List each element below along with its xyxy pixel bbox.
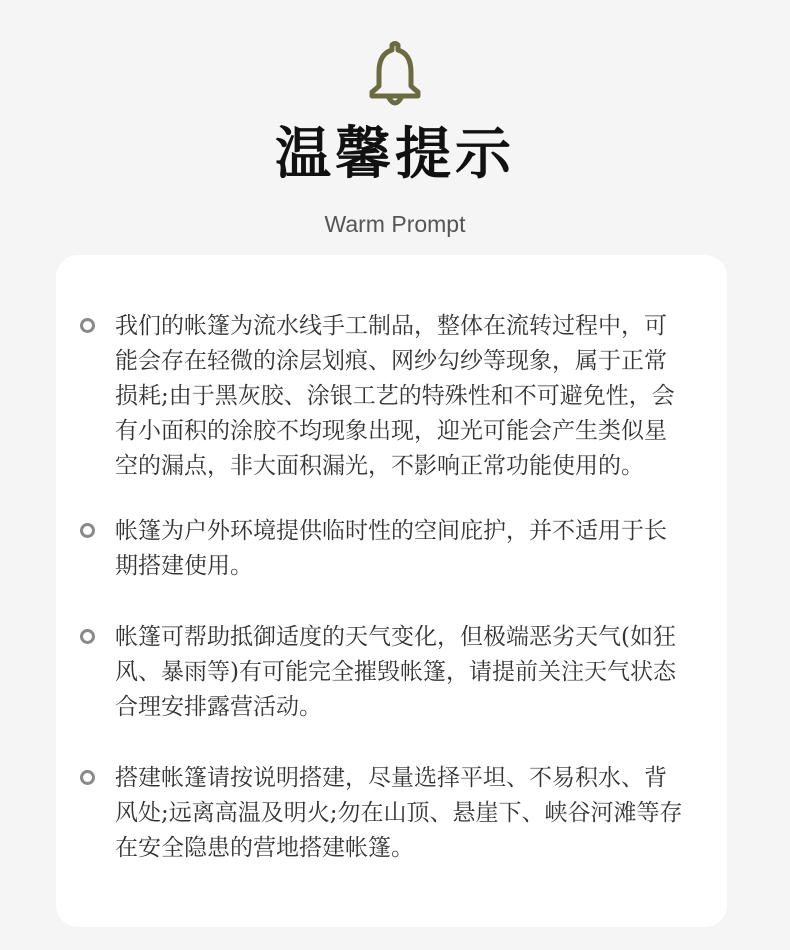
note-text: 帐篷为户外环境提供临时性的空间庇护，并不适用于长 期搭建使用。 — [115, 518, 667, 579]
bullet-circle-icon — [80, 629, 95, 644]
bullet-circle-icon — [80, 318, 95, 333]
notes-card — [56, 255, 727, 927]
bullet-circle-icon — [80, 523, 95, 538]
bullet-circle-icon — [80, 770, 95, 785]
bell-icon — [365, 40, 425, 108]
note-text: 搭建帐篷请按说明搭建，尽量选择平坦、不易积水、背 风处;远离高温及明火;勿在山顶、悬崖下、峡谷河滩等存 在安全隐患的营地搭建帐篷。 — [115, 765, 683, 861]
page-title: 温馨提示 — [275, 121, 515, 187]
note-text: 帐篷可帮助抵御适度的天气变化，但极端恶劣天气(如狂 风、暴雨等)有可能完全摧毁帐篷，请提前关注天气状态 合理安排露营活动。 — [115, 624, 676, 720]
page-subtitle: Warm Prompt — [324, 211, 466, 237]
note-text: 我们的帐篷为流水线手工制品，整体在流转过程中，可 能会存在轻微的涂层划痕、网纱勾纱等现象，属于正常 损耗;由于黑灰胶、涂银工艺的特殊性和不可避免性，会 有小面积的涂胶不均现象出现，迎光可能会产生类似星 空的漏点，非大面积漏光，不影响正常功能使用的。 — [115, 313, 675, 479]
